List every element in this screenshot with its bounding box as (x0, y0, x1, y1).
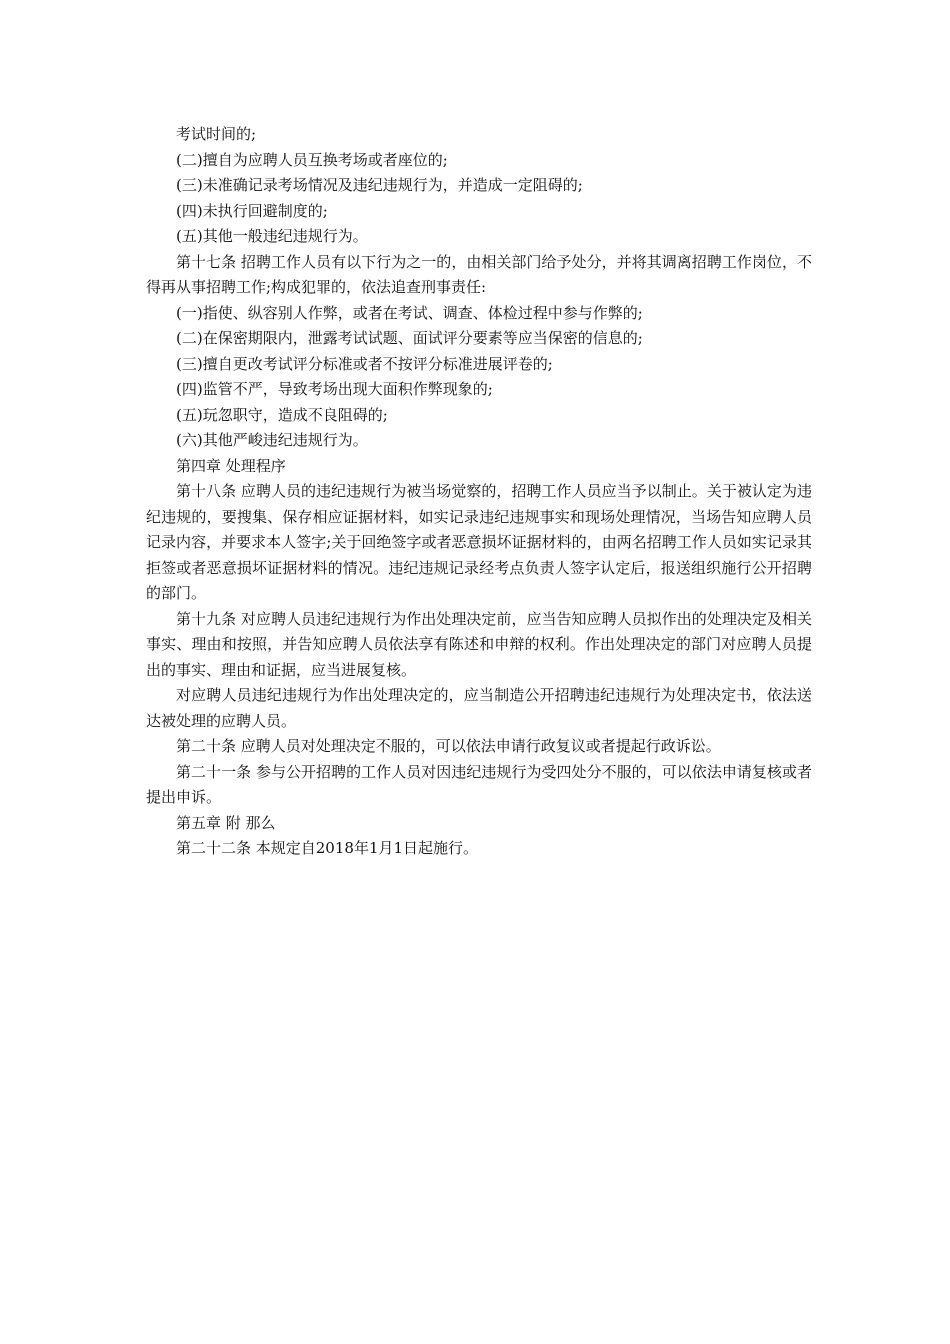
chapter-heading: 第五章 附 那么 (176, 813, 276, 832)
list-item: (二)擅自为应聘人员互换考场或者座位的; (176, 150, 448, 169)
article-18: 第十八条 应聘人员的违纪违规行为被当场觉察的，招聘工作人员应当予以制止。关于被认定为违纪违规的，要搜集、保存相应证据材料，如实记录违纪违规事实和现场处理情况，当场告知应聘人员记录内容，并要求本人签字;关于回绝签字或者恶意损坏证据材料的，由两名招聘工作人员如实记录其拒签或者恶意损坏证据材料的情况。违纪违规记录经考点负责人签字认定后，报送组织施行公开招聘的部门。 (146, 482, 812, 602)
article-19: 第十九条 对应聘人员违纪违规行为作出处理决定前，应当告知应聘人员拟作出的处理决定及相关事实、理由和按照，并告知应聘人员依法享有陈述和申辩的权利。作出处理决定的部门对应聘人员提出的事实、理由和证据，应当进展复核。 (146, 609, 812, 679)
list-item: (一)指使、纵容别人作弊，或者在考试、调查、体检过程中参与作弊的; (176, 303, 643, 322)
list-item: (二)在保密期限内，泄露考试试题、面试评分要素等应当保密的信息的; (176, 329, 643, 347)
list-item: (六)其他严峻违纪违规行为。 (176, 431, 368, 449)
article-20: 第二十条 应聘人员对处理决定不服的，可以依法申请行政复议或者提起行政诉讼。 (176, 737, 721, 755)
paragraph-continuation: 考试时间的; (176, 125, 257, 143)
article-22: 第二十二条 本规定自2018年1月1日起施行。 (176, 839, 479, 857)
article-21: 第二十一条 参与公开招聘的工作人员对因违纪违规行为受四处分不服的，可以依法申请复核或者提出申诉。 (146, 762, 812, 806)
list-item: (三)擅自更改考试评分标准或者不按评分标准进展评卷的; (176, 354, 553, 373)
list-item: (四)监管不严，导致考场出现大面积作弊现象的; (176, 380, 493, 398)
chapter-heading: 第四章 处理程序 (176, 456, 286, 475)
document-body (146, 122, 812, 862)
list-item: (四)未执行回避制度的; (176, 201, 328, 220)
list-item: (三)未准确记录考场情况及违纪违规行为，并造成一定阻碍的; (176, 176, 583, 194)
list-item: (五)玩忽职守，造成不良阻碍的; (176, 405, 388, 424)
article-17: 第十七条 招聘工作人员有以下行为之一的，由相关部门给予处分，并将其调离招聘工作岗位，不得再从事招聘工作;构成犯罪的，依法追查刑事责任: (146, 252, 812, 296)
list-item: (五)其他一般违纪违规行为。 (176, 227, 368, 245)
paragraph: 对应聘人员违纪违规行为作出处理决定的，应当制造公开招聘违纪违规行为处理决定书，依法送达被处理的应聘人员。 (146, 686, 812, 730)
